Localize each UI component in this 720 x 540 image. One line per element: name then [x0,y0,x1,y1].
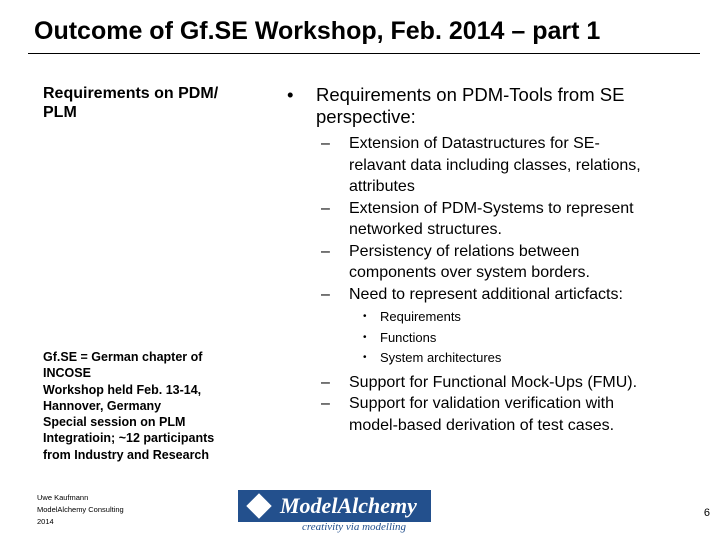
dash-icon: – [321,373,330,391]
bullet-text: System architectures [380,350,502,365]
sidebar-note-line: Gf.SE = German chapter of [43,350,203,364]
footer-credit-line: ModelAlchemy Consulting [37,505,124,514]
bullet-text-line: attributes [349,178,415,195]
dash-icon: – [321,395,330,412]
sidebar-note-line: INCOSE [43,366,91,381]
bullet-item-level2 [321,133,687,198]
bullet-item-level3 [363,309,687,326]
bullet-item-level2 [321,198,687,241]
slide-title: Outcome of Gf.SE Workshop, Feb. 2014 – part 1 [34,17,601,45]
bullet-text-line: Persistency of relations between [349,242,580,260]
bullet-item-level2 [321,372,687,394]
dash-icon: – [321,135,330,152]
sidebar-note-line: from Industry and Research [43,447,210,462]
logo-brand: ModelAlchemy [280,493,417,518]
footer-credit-line: Uwe Kaufmann [37,493,89,502]
bullet-text-line: Need to represent additional articfacts: [349,285,623,303]
bullet-item-level2 [321,393,687,436]
bullet-text-line: Extension of PDM-Systems to represent [349,199,634,217]
bullet-item-level3 [363,350,687,367]
bullet-text-line: Extension of Datastructures for SE- [349,135,600,152]
bullet-icon: • [363,352,367,363]
bullet-item-level2 [321,284,687,306]
title-divider [28,53,700,54]
footer-credit [37,492,197,528]
bullet-text-line: relavant data including classes, relations, [349,156,641,174]
dash-icon: – [321,242,330,260]
bullet-text-line: Support for Functional Mock-Ups (FMU). [349,373,638,391]
bullet-icon: • [363,331,367,343]
bullet-text-line: model-based derivation of test cases. [349,416,615,434]
bullet-item-level2 [321,241,687,284]
sidebar-note-line: Hannover, Germany [43,398,162,413]
footer-credit-line: 2014 [37,517,54,526]
sidebar-note-line: Integratioin; ~12 participants [43,431,215,446]
main-content [287,84,687,436]
sidebar-heading: Requirements on PDM/ PLM [43,85,219,121]
bullet-text-line: components over system borders. [349,264,590,281]
bullet-text: Requirements [380,309,461,324]
dash-icon: – [321,285,330,303]
bullet-item-level1 [287,84,687,128]
bullet-text: Functions [380,329,437,345]
bullet-icon: • [363,311,367,322]
bullet-text-line: Support for validation verification with [349,395,615,412]
sidebar-note [43,349,263,463]
bullet-text-line: networked structures. [349,221,502,238]
logo-tagline: creativity via modelling [302,521,407,533]
bullet-text-line: Requirements on PDM-Tools from SE [316,84,625,105]
sidebar-note-line: Special session on PLM [43,415,186,430]
diamond-icon [246,493,272,519]
dash-icon: – [321,199,330,217]
bullet-text-line: perspective: [316,106,416,127]
bullet-item-level3 [363,330,687,347]
bullet-icon: • [287,84,294,105]
modelalchemy-logo [238,490,431,532]
sidebar-note-line: Workshop held Feb. 13-14, [43,382,202,397]
page-number: 6 [703,507,710,519]
